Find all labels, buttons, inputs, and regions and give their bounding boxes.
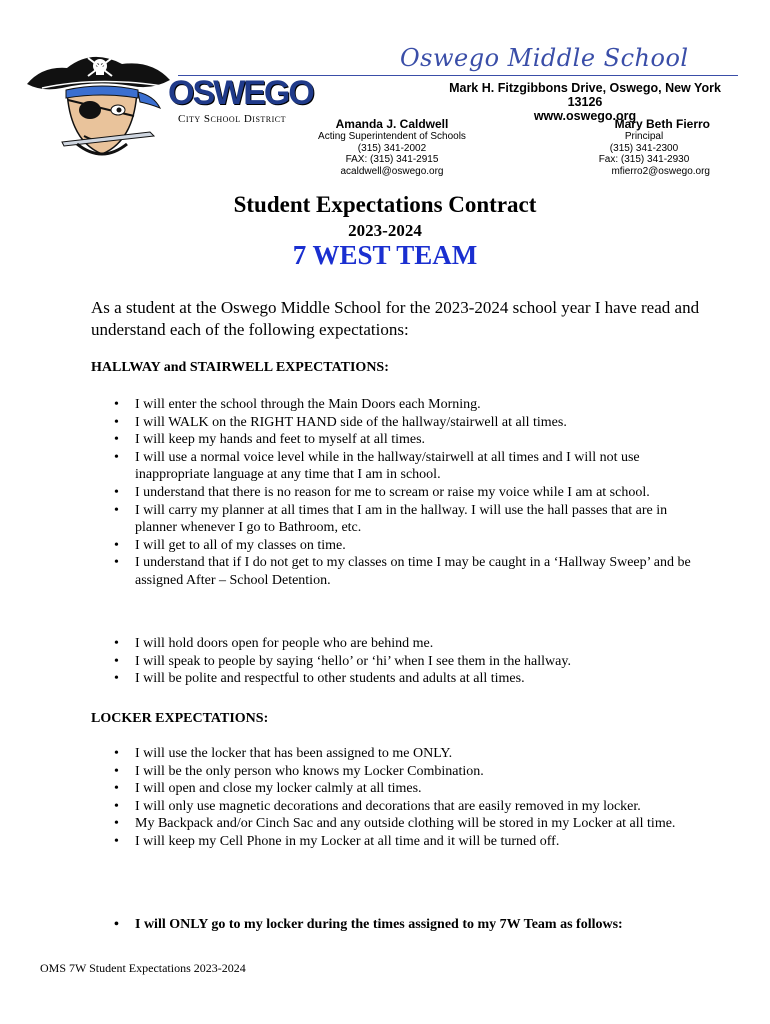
document-title: Student Expectations Contract	[233, 192, 537, 217]
list-item: • I will open and close my locker calmly at all times.	[92, 780, 692, 798]
school-year: 2023-2024	[348, 221, 422, 240]
list-item: • I will speak to people by saying ‘hello’ or ‘hi’ when I see them in the hallway.	[92, 653, 692, 671]
superintendent-title: Acting Superintendent of Schools	[318, 131, 466, 142]
superintendent-phone: (315) 341-2002	[357, 142, 427, 154]
list-item: • I will keep my hands and feet to myself at all times.	[92, 431, 692, 449]
superintendent-name: Amanda J. Caldwell	[335, 117, 449, 131]
hallway-list	[92, 396, 692, 590]
list-item: • I will only use magnetic decorations and decorations that are easily removed in my locker.	[92, 798, 692, 816]
principal-contact	[578, 118, 710, 177]
logo-wordmark: OSWEGO	[168, 74, 313, 112]
address-line: Mark H. Fitzgibbons Drive, Oswego, New York 13126	[449, 81, 721, 109]
list-item: • I will keep my Cell Phone in my Locker at all time and it will be turned off.	[92, 833, 692, 851]
list-item: • I will use the locker that has been assigned to me ONLY.	[92, 745, 692, 763]
principal-fax: Fax: (315) 341-2930	[598, 154, 690, 165]
logo-subtext: City School District	[178, 113, 287, 125]
courtesy-list	[92, 635, 692, 688]
website-link[interactable]: www.oswego.org	[533, 109, 637, 123]
list-item: • I will be polite and respectful to other students and adults at all times.	[92, 670, 692, 688]
list-item: • I will hold doors open for people who are behind me.	[92, 635, 692, 653]
superintendent-contact	[312, 118, 472, 177]
district-logo	[22, 46, 322, 164]
page-footer: OMS 7W Student Expectations 2023-2024	[40, 961, 246, 975]
list-item: • I will get to all of my classes on time.	[92, 537, 692, 555]
list-item: • My Backpack and/or Cinch Sac and any outside clothing will be stored in my Locker at all time.	[92, 815, 692, 833]
intro-paragraph: As a student at the Oswego Middle School for the 2023-2024 school year I have read and understand each of the following expectations:	[91, 298, 700, 339]
superintendent-fax: FAX: (315) 341-2915	[345, 154, 439, 165]
locker-final-list	[92, 916, 692, 934]
list-item: • I will WALK on the RIGHT HAND side of the hallway/stairwell at all times.	[92, 414, 692, 432]
principal-email[interactable]: mfierro2@oswego.org	[611, 165, 710, 177]
hallway-heading: HALLWAY and STAIRWELL EXPECTATIONS:	[91, 360, 389, 375]
list-item: • I understand that there is no reason for me to scream or raise my voice while I am at school.	[92, 484, 692, 502]
school-name: Oswego Middle School	[400, 44, 689, 72]
locker-list	[92, 745, 692, 851]
list-item: • I will enter the school through the Main Doors each Morning.	[92, 396, 692, 414]
list-item: • I will ONLY go to my locker during the times assigned to my 7W Team as follows:	[92, 916, 692, 934]
header-divider	[178, 75, 738, 76]
list-item: • I understand that if I do not get to my classes on time I may be caught in a ‘Hallway Sweep’ and be assigned After – School Detention.	[92, 554, 692, 589]
list-item: • I will use a normal voice level while in the hallway/stairwell at all times and I will not use inappropriate language at any time that I am in school.	[92, 449, 692, 484]
superintendent-email[interactable]: acaldwell@oswego.org	[340, 165, 444, 177]
principal-title: Principal	[624, 131, 664, 142]
locker-heading: LOCKER EXPECTATIONS:	[91, 711, 269, 726]
principal-phone: (315) 341-2300	[609, 142, 679, 154]
list-item: • I will be the only person who knows my Locker Combination.	[92, 763, 692, 781]
list-item: • I will carry my planner at all times that I am in the hallway. I will use the hall passes that are in planner whenever I go to Bathroom, etc.	[92, 502, 692, 537]
team-name: 7 WEST TEAM	[292, 240, 478, 270]
principal-name: Mary Beth Fierro	[614, 117, 710, 131]
